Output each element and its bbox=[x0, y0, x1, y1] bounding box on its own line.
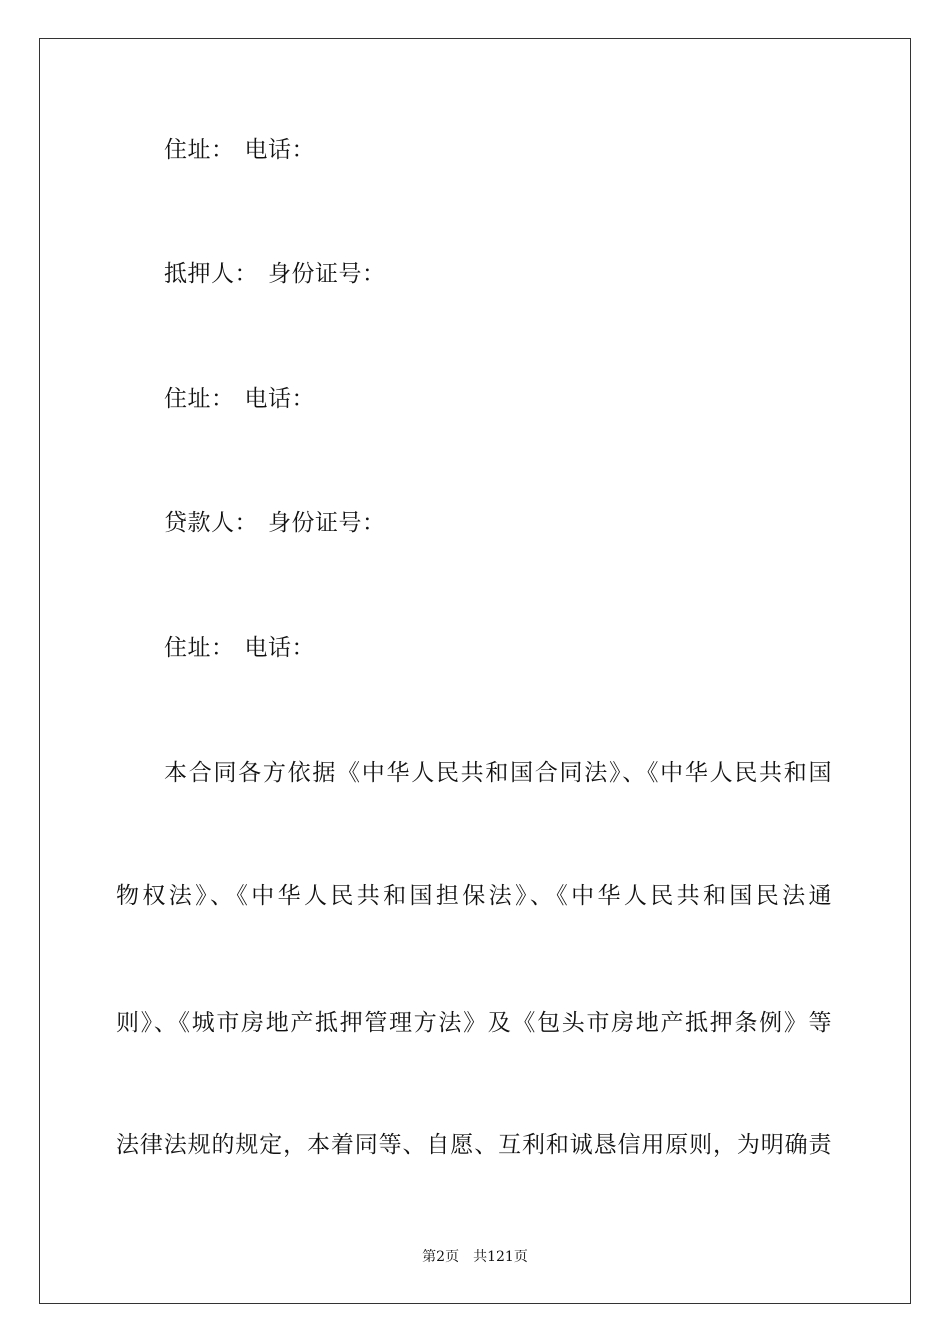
field-label-address: 住址： bbox=[164, 137, 235, 163]
page-number: 第2页 bbox=[422, 1249, 460, 1265]
field-label-address: 住址： bbox=[164, 386, 235, 412]
field-label-phone: 电话： bbox=[244, 386, 315, 412]
field-line-address-3 bbox=[164, 633, 315, 663]
field-line-mortgagor bbox=[164, 259, 386, 289]
field-label-address: 住址： bbox=[164, 635, 235, 661]
page-total: 共121页 bbox=[473, 1249, 528, 1265]
field-line-lender bbox=[164, 508, 386, 538]
paragraph-line-1: 本合同各方依据《中华人民共和国合同法》、《中华人民共和国 bbox=[164, 760, 832, 786]
paragraph-line-4: 法律法规的规定，本着同等、自愿、互利和诚恳信用原则，为明确责 bbox=[116, 1132, 832, 1158]
field-line-address-1 bbox=[164, 135, 315, 165]
paragraph-line-3: 则》、《城市房地产抵押管理方法》及《包头市房地产抵押条例》等 bbox=[116, 1010, 832, 1036]
field-label-phone: 电话： bbox=[244, 635, 315, 661]
page-footer bbox=[0, 1248, 950, 1266]
field-label-id-number: 身份证号： bbox=[268, 261, 386, 287]
field-label-lender: 贷款人： bbox=[164, 510, 258, 536]
page-border bbox=[39, 38, 911, 1304]
field-label-phone: 电话： bbox=[244, 137, 315, 163]
paragraph-line-2: 物权法》、《中华人民共和国担保法》、《中华人民共和国民法通 bbox=[116, 883, 832, 909]
field-line-address-2 bbox=[164, 384, 315, 414]
field-label-id-number: 身份证号： bbox=[268, 510, 386, 536]
field-label-mortgagor: 抵押人： bbox=[164, 261, 258, 287]
